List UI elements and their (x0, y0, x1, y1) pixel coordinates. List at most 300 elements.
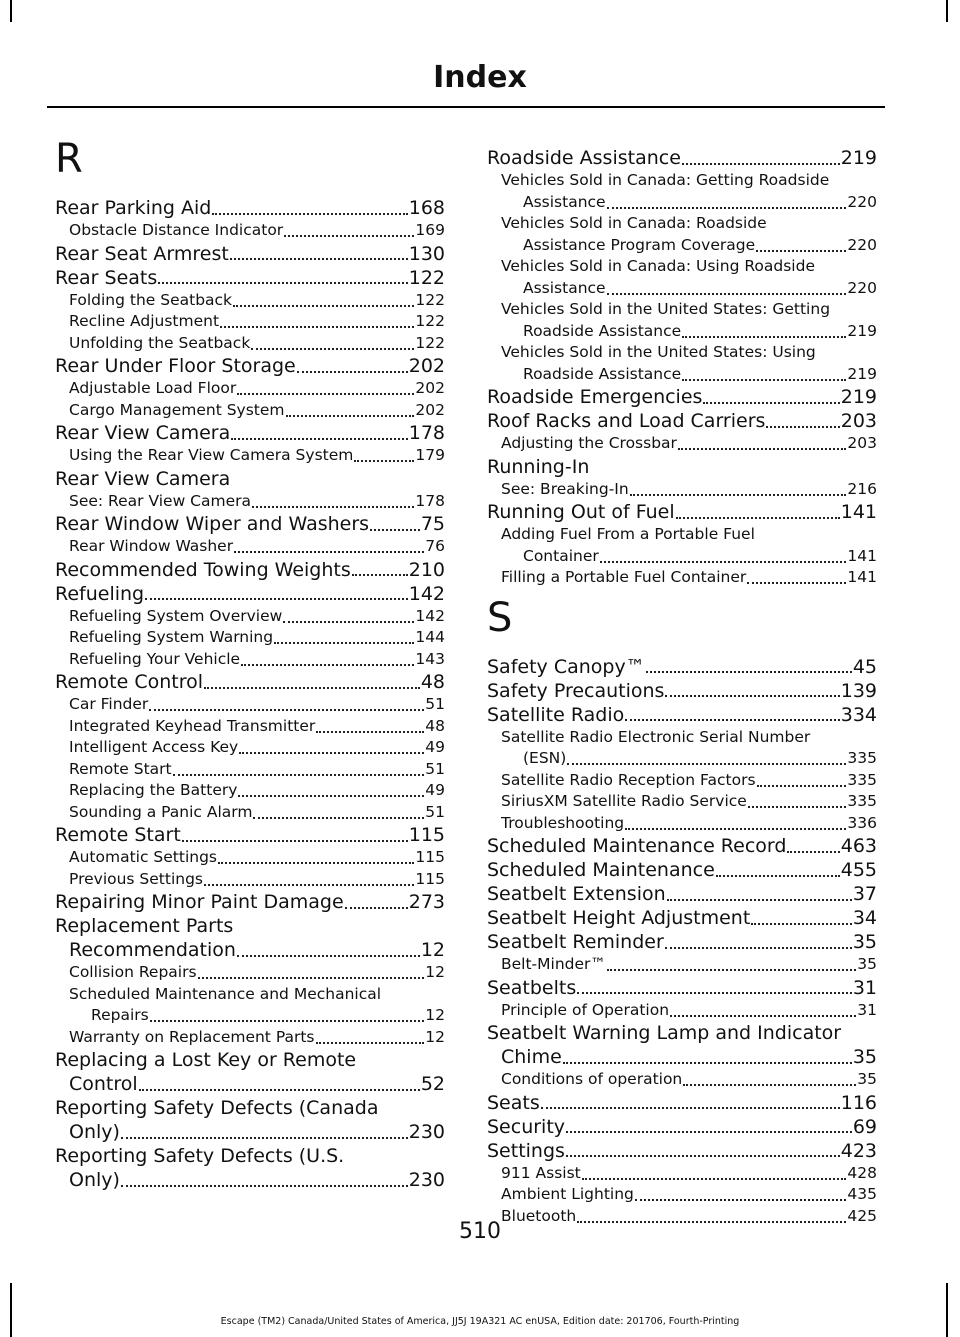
dot-leader (149, 709, 424, 711)
dot-leader (182, 840, 408, 842)
entry-text: Refueling Your Vehicle (69, 649, 241, 668)
dot-leader (635, 1199, 847, 1201)
entry-page-number: 219 (840, 386, 877, 408)
crop-mark-bottom-right (946, 1283, 948, 1337)
entry-page-number: 116 (840, 1091, 877, 1114)
index-entry[interactable] (55, 1168, 445, 1192)
dot-leader (150, 1020, 425, 1022)
entry-text: Container (523, 546, 599, 565)
entry-page-number: 210 (408, 558, 445, 581)
dot-leader (233, 305, 414, 307)
dot-leader (676, 517, 840, 519)
entry-text: Seats (487, 1091, 540, 1114)
entry-text: Roadside Assistance (523, 321, 682, 340)
entry-text: Only) (69, 1169, 120, 1191)
index-entry[interactable] (487, 679, 877, 703)
entry-text: Settings (487, 1139, 565, 1162)
dot-leader (316, 731, 424, 733)
entry-text: Running Out of Fuel (487, 501, 675, 523)
entry-page-number: 179 (415, 446, 445, 464)
index-entry[interactable] (55, 467, 445, 491)
entry-page-number: 122 (415, 290, 445, 309)
index-subentry[interactable] (487, 567, 877, 589)
index-entry[interactable] (487, 1021, 877, 1045)
index-entry[interactable] (487, 655, 877, 679)
entry-text: Folding the Seatback (69, 290, 233, 309)
dot-leader (682, 379, 846, 381)
dot-leader (625, 828, 846, 830)
index-subentry[interactable] (55, 491, 445, 513)
entry-page-number: 335 (847, 792, 877, 810)
entry-page-number: 69 (852, 1115, 877, 1138)
dot-leader (204, 884, 414, 886)
entry-page-number: 35 (857, 1070, 877, 1088)
dot-leader (139, 1089, 420, 1091)
dot-leader (646, 671, 852, 673)
entry-page-number: 35 (852, 931, 877, 953)
entry-text: Collision Repairs (69, 963, 197, 981)
entry-page-number: 230 (408, 1121, 445, 1143)
index-subentry[interactable] (487, 433, 877, 455)
entry-text: Seatbelts (487, 976, 577, 999)
entry-text: Troubleshooting (501, 813, 625, 832)
index-subentry[interactable] (487, 524, 877, 546)
dot-leader (212, 213, 407, 215)
dot-leader (316, 1042, 425, 1044)
entry-text: Automatic Settings (69, 848, 217, 866)
entry-page-number: 463 (840, 835, 877, 857)
entry-page-number: 141 (847, 568, 877, 586)
index-entry[interactable] (55, 1120, 445, 1144)
entry-text: Reporting Safety Defects (Canada (55, 1097, 379, 1119)
dot-leader (145, 598, 408, 600)
entry-page-number: 203 (840, 410, 877, 432)
index-letter-r: R (55, 136, 83, 182)
index-subentry[interactable] (487, 791, 877, 813)
index-subentry[interactable] (487, 192, 877, 214)
entry-page-number: 435 (847, 1185, 877, 1203)
dot-leader (577, 992, 852, 994)
entry-text: Refueling (55, 582, 145, 605)
index-entry[interactable] (55, 1072, 445, 1096)
dot-leader (678, 448, 846, 450)
entry-text: Intelligent Access Key (69, 738, 239, 756)
dot-leader (237, 393, 414, 395)
dot-leader (566, 1131, 852, 1133)
index-subentry[interactable] (487, 479, 877, 501)
index-subentry[interactable] (55, 984, 445, 1006)
entry-text: Satellite Radio Electronic Serial Number (501, 727, 811, 746)
entry-page-number: 423 (840, 1139, 877, 1162)
index-column-right (487, 130, 877, 1227)
index-subentry[interactable] (55, 847, 445, 869)
dot-leader (563, 1062, 852, 1064)
entry-text: Scheduled Maintenance and Mechanical (69, 984, 382, 1003)
dot-leader (607, 969, 856, 971)
entry-text: Replacing a Lost Key or Remote (55, 1049, 357, 1071)
dot-leader (198, 977, 425, 979)
index-subentry[interactable] (55, 716, 445, 738)
entry-text: Belt-Minder™ (501, 955, 606, 973)
entry-page-number: 220 (847, 235, 877, 254)
entry-page-number: 51 (425, 759, 445, 778)
entry-page-number: 216 (847, 479, 877, 498)
entry-page-number: 334 (840, 703, 877, 726)
index-subentry[interactable] (55, 220, 445, 242)
entry-text: Scheduled Maintenance (487, 859, 715, 881)
entry-text: Warranty on Replacement Parts (69, 1027, 315, 1046)
dot-leader (220, 326, 414, 328)
entry-page-number: 130 (408, 242, 445, 265)
entry-text: Roof Racks and Load Carriers (487, 410, 766, 432)
index-subentry[interactable] (487, 954, 877, 976)
entry-text: Unfolding the Seatback (69, 333, 251, 352)
index-entry[interactable] (55, 670, 445, 694)
entry-page-number: 12 (420, 939, 445, 961)
dot-leader (234, 551, 424, 553)
entry-page-number: 48 (425, 716, 445, 735)
index-subentry[interactable] (487, 770, 877, 792)
entry-text: SiriusXM Satellite Radio Service (501, 792, 747, 810)
index-subentry[interactable] (487, 235, 877, 257)
entry-text: Vehicles Sold in Canada: Getting Roadside (501, 171, 830, 189)
entry-text: Conditions of operation (501, 1070, 683, 1088)
entry-page-number: 31 (857, 1000, 877, 1019)
entry-text: Control (69, 1073, 138, 1095)
dot-leader (253, 817, 424, 819)
dot-leader (748, 806, 847, 808)
dot-leader (582, 1178, 847, 1180)
index-subentry[interactable] (55, 311, 445, 333)
entry-text: Rear Seats (55, 266, 158, 289)
entry-page-number: 425 (847, 1206, 877, 1225)
index-entry[interactable] (55, 914, 445, 938)
entry-page-number: 335 (847, 770, 877, 789)
index-entry[interactable] (487, 1115, 877, 1139)
index-subentry[interactable] (487, 1069, 877, 1091)
crop-mark-top-right (946, 0, 948, 22)
entry-text: Safety Precautions (487, 679, 665, 702)
entry-page-number: 37 (852, 883, 877, 905)
entry-text: Ambient Lighting (501, 1185, 634, 1203)
index-letter-s: S (487, 594, 513, 641)
index-entry[interactable] (487, 500, 877, 524)
dot-leader (230, 258, 408, 260)
dot-leader (682, 336, 846, 338)
entry-text: Adjusting the Crossbar (501, 434, 677, 452)
index-subentry[interactable] (487, 170, 877, 192)
entry-page-number: 219 (847, 321, 877, 340)
entry-text: See: Rear View Camera (69, 491, 252, 510)
index-subentry[interactable] (55, 290, 445, 312)
dot-leader (607, 293, 847, 295)
entry-text: Remote Start (69, 759, 172, 778)
entry-text: Chime (501, 1046, 562, 1068)
index-entry[interactable] (487, 1045, 877, 1069)
index-subentry[interactable] (487, 813, 877, 835)
index-entry[interactable] (487, 1091, 877, 1115)
dot-leader (757, 785, 847, 787)
dot-leader (665, 947, 852, 949)
index-entry[interactable] (487, 1139, 877, 1163)
index-entry[interactable] (55, 890, 445, 914)
entry-page-number: 12 (425, 963, 445, 981)
entry-page-number: 75 (420, 513, 445, 535)
dot-leader (345, 907, 408, 909)
index-subentry[interactable] (55, 333, 445, 355)
index-subentry[interactable] (487, 546, 877, 568)
entry-text: Reporting Safety Defects (U.S. (55, 1145, 345, 1167)
index-entry[interactable] (55, 1096, 445, 1120)
entry-text: Assistance Program Coverage (523, 235, 756, 254)
entry-page-number: 142 (408, 582, 445, 605)
entry-text: Bluetooth (501, 1206, 577, 1225)
entry-page-number: 336 (847, 813, 877, 832)
index-entry[interactable] (487, 882, 877, 906)
dot-leader (625, 719, 839, 721)
dot-leader (158, 282, 407, 284)
entry-text: Adjustable Load Floor (69, 379, 237, 397)
page-title: Index (433, 60, 527, 95)
dot-leader (670, 1015, 856, 1017)
entry-page-number: 48 (420, 671, 445, 693)
dot-leader (297, 371, 408, 373)
entry-page-number: 143 (415, 649, 445, 668)
entry-page-number: 169 (415, 221, 445, 239)
index-entry[interactable] (55, 242, 445, 266)
dot-leader (370, 529, 420, 531)
entry-text: Assistance (523, 192, 606, 211)
entry-page-number: 115 (415, 848, 445, 866)
index-entry[interactable] (487, 455, 877, 479)
dot-leader (787, 851, 839, 853)
entry-page-number: 178 (415, 491, 445, 510)
entry-page-number: 203 (847, 434, 877, 452)
index-subentry[interactable] (55, 445, 445, 467)
column-top-spacer (487, 130, 877, 146)
index-subentry[interactable] (55, 378, 445, 400)
dot-leader (274, 642, 414, 644)
dot-leader (241, 664, 414, 666)
entry-text: Roadside Assistance (523, 364, 682, 383)
entry-page-number: 455 (840, 859, 877, 881)
entry-text: Recommended Towing Weights (55, 558, 351, 581)
entry-text: Replacing the Battery (69, 781, 238, 799)
entry-text: (ESN) (523, 749, 567, 767)
dot-leader (352, 574, 408, 576)
dot-leader (284, 235, 414, 237)
entry-text: Seatbelt Extension (487, 883, 666, 905)
entry-page-number: 115 (415, 869, 445, 888)
entry-page-number: 202 (408, 355, 445, 377)
index-entry[interactable] (55, 558, 445, 582)
entry-page-number: 12 (425, 1027, 445, 1046)
dot-leader (600, 561, 847, 563)
index-entry[interactable] (487, 146, 877, 170)
dot-leader (252, 506, 414, 508)
index-subentry[interactable] (487, 299, 877, 321)
index-entry[interactable] (55, 582, 445, 606)
entry-page-number: 34 (852, 907, 877, 929)
dot-leader (703, 402, 839, 404)
entry-text: Remote Start (55, 824, 181, 846)
index-subentry[interactable] (55, 627, 445, 649)
entry-page-number: 220 (847, 192, 877, 211)
entry-text: Vehicles Sold in the United States: Using (501, 343, 816, 361)
entry-page-number: 122 (408, 266, 445, 289)
entry-page-number: 335 (847, 749, 877, 767)
index-entry[interactable] (55, 266, 445, 290)
entry-text: Adding Fuel From a Portable Fuel (501, 525, 755, 543)
entry-text: Sounding a Panic Alarm (69, 802, 253, 821)
index-subentry[interactable] (55, 737, 445, 759)
index-entry[interactable] (55, 354, 445, 378)
entry-page-number: 230 (408, 1169, 445, 1191)
entry-text: Vehicles Sold in Canada: Using Roadside (501, 257, 815, 275)
index-subentry[interactable] (55, 400, 445, 422)
index-entry[interactable] (55, 196, 445, 220)
entry-text: Refueling System Warning (69, 628, 274, 646)
index-subentry[interactable] (55, 694, 445, 716)
entry-text: Cargo Management System (69, 400, 285, 419)
header-divider (47, 106, 885, 108)
entry-text: Using the Rear View Camera System (69, 446, 354, 464)
entry-page-number: 12 (425, 1006, 445, 1024)
index-entry[interactable] (55, 1048, 445, 1072)
dot-leader (204, 687, 420, 689)
entry-text: Rear Parking Aid (55, 197, 212, 219)
dot-leader (566, 1155, 840, 1157)
index-subentry[interactable] (55, 802, 445, 824)
index-subentry[interactable] (487, 321, 877, 343)
dot-leader (238, 795, 424, 797)
dot-leader (756, 250, 846, 252)
entry-text: Rear View Camera (55, 422, 231, 444)
dot-leader (541, 1107, 840, 1109)
entry-page-number: 45 (852, 655, 877, 678)
index-entry[interactable] (487, 858, 877, 882)
entry-text: Seatbelt Height Adjustment (487, 907, 751, 929)
index-subentry[interactable] (487, 342, 877, 364)
dot-leader (665, 695, 839, 697)
entry-text: Running-In (487, 455, 590, 478)
entry-text: Replacement Parts (55, 915, 234, 937)
dot-leader (683, 1084, 856, 1086)
entry-text: Rear Window Washer (69, 537, 234, 555)
entry-page-number: 142 (415, 606, 445, 625)
entry-text: Rear Under Floor Storage (55, 355, 296, 377)
index-entry[interactable] (55, 1144, 445, 1168)
entry-page-number: 35 (852, 1046, 877, 1068)
index-subentry[interactable] (487, 364, 877, 386)
index-subentry[interactable] (55, 759, 445, 781)
index-subentry[interactable] (487, 1000, 877, 1022)
index-entry[interactable] (487, 906, 877, 930)
index-entry[interactable] (487, 834, 877, 858)
entry-page-number: 220 (847, 278, 877, 297)
entry-text: See: Breaking-In (501, 479, 629, 498)
index-entry[interactable] (55, 823, 445, 847)
entry-page-number: 273 (408, 891, 445, 913)
index-subentry[interactable] (487, 1184, 877, 1206)
index-entry[interactable] (487, 385, 877, 409)
entry-text: Safety Canopy™ (487, 655, 645, 678)
dot-leader (218, 862, 414, 864)
index-subentry[interactable] (55, 869, 445, 891)
entry-text: Satellite Radio Reception Factors (501, 770, 756, 789)
dot-leader (354, 460, 414, 462)
entry-page-number: 141 (847, 546, 877, 565)
footer-edition-info: Escape (TM2) Canada/United States of America, JJ5J 19A321 AC enUSA, Edition date: 201706, Fourth-Printing (220, 1316, 740, 1327)
entry-text: Obstacle Distance Indicator (69, 221, 284, 239)
dot-leader (173, 774, 425, 776)
dot-leader (766, 426, 839, 428)
index-subentry[interactable] (55, 606, 445, 628)
entry-text: Rear View Camera (55, 467, 231, 490)
index-subentry[interactable] (487, 1163, 877, 1185)
entry-page-number: 139 (840, 679, 877, 702)
index-entry[interactable] (55, 938, 445, 962)
index-subentry[interactable] (487, 748, 877, 770)
index-subentry[interactable] (55, 536, 445, 558)
entry-text: Vehicles Sold in Canada: Roadside (501, 214, 767, 232)
entry-text: Repairing Minor Paint Damage (55, 891, 344, 913)
entry-page-number: 31 (852, 976, 877, 999)
index-column-left (55, 130, 445, 1192)
entry-page-number: 35 (857, 955, 877, 973)
index-subentry[interactable] (487, 213, 877, 235)
index-entry[interactable] (55, 512, 445, 536)
entry-text: Principle of Operation (501, 1000, 670, 1019)
index-subentry[interactable] (55, 1027, 445, 1049)
dot-leader (239, 752, 424, 754)
index-subentry[interactable] (55, 649, 445, 671)
index-entry[interactable] (55, 421, 445, 445)
entry-text: 911 Assist (501, 1163, 581, 1182)
dot-leader (283, 621, 414, 623)
entry-page-number: 51 (425, 802, 445, 821)
entry-text: Roadside Emergencies (487, 386, 703, 408)
entry-page-number: 115 (408, 824, 445, 846)
dot-leader (121, 1185, 408, 1187)
index-entry[interactable] (487, 930, 877, 954)
entry-page-number: 219 (840, 147, 877, 169)
entry-page-number: 52 (420, 1073, 445, 1095)
entry-page-number: 202 (415, 379, 445, 397)
entry-text: Satellite Radio (487, 703, 625, 726)
index-entry[interactable] (487, 976, 877, 1000)
index-subentry[interactable] (55, 1005, 445, 1027)
crop-mark-bottom-left (10, 1283, 12, 1337)
dot-leader (716, 875, 840, 877)
index-subentry[interactable] (55, 962, 445, 984)
index-entry[interactable] (487, 409, 877, 433)
dot-leader (251, 348, 414, 350)
index-subentry[interactable] (487, 727, 877, 749)
entry-text: Seatbelt Warning Lamp and Indicator (487, 1022, 842, 1044)
index-entry[interactable] (487, 703, 877, 727)
index-subentry[interactable] (487, 278, 877, 300)
entry-page-number: 219 (847, 364, 877, 383)
entry-text: Roadside Assistance (487, 147, 681, 169)
crop-mark-top-left (10, 0, 12, 22)
entry-text: Integrated Keyhead Transmitter (69, 716, 316, 735)
entry-text: Security (487, 1115, 566, 1138)
entry-page-number: 168 (408, 197, 445, 219)
index-subentry[interactable] (55, 780, 445, 802)
index-subentry[interactable] (487, 256, 877, 278)
entry-page-number: 51 (425, 695, 445, 713)
